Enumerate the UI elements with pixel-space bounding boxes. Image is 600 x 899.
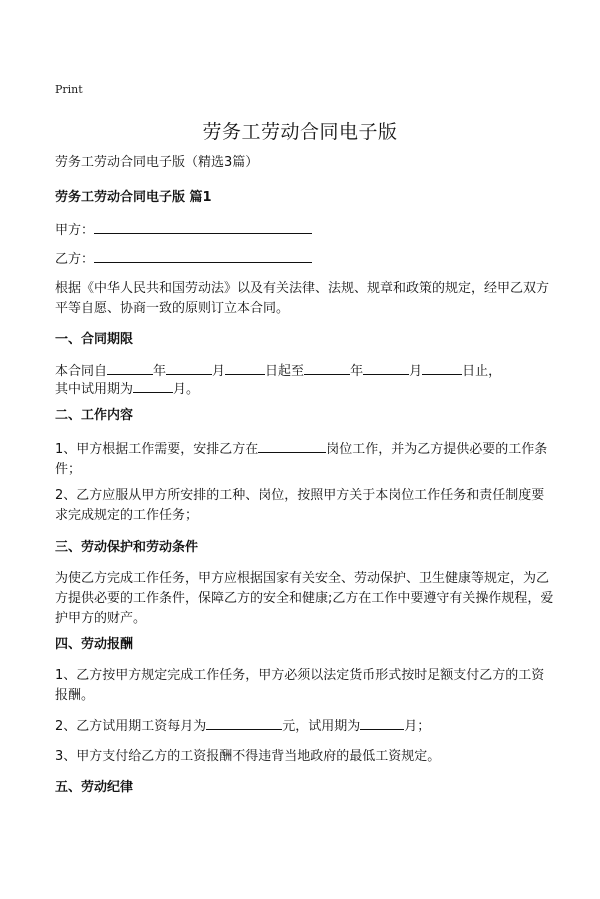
party-a-blank xyxy=(94,219,312,234)
heading-contract-term: 一、合同期限 xyxy=(55,332,134,347)
probation-blank xyxy=(360,715,404,730)
term-text: 日起至 xyxy=(265,364,305,379)
heading-work-content: 二、工作内容 xyxy=(55,408,134,423)
section-title: 劳务工劳动合同电子版 篇1 xyxy=(55,190,212,205)
party-b-label: 乙方： xyxy=(55,252,95,267)
term-blank xyxy=(133,378,173,393)
subtitle: 劳务工劳动合同电子版（精选3篇） xyxy=(55,155,259,170)
heading-remuneration: 四、劳动报酬 xyxy=(55,637,134,652)
pay-item-1: 1、乙方按甲方规定完成工作任务，甲方必须以法定货币形式按时足额支付乙方的工资报酬。 xyxy=(55,668,545,703)
heading-labor-discipline: 五、劳动纪律 xyxy=(55,780,134,795)
term-blank xyxy=(107,360,153,375)
term-text: 日止， xyxy=(462,364,502,379)
party-a-label: 甲方： xyxy=(55,223,95,238)
page-title: 劳务工劳动合同电子版 xyxy=(202,121,398,143)
salary-blank xyxy=(206,715,282,730)
term-blank xyxy=(304,360,350,375)
intro-paragraph: 根据《中华人民共和国劳动法》以及有关法律、法规、规章和政策的规定，经甲乙双方平等自愿、协商一致的原则订立本合同。 xyxy=(55,281,550,316)
term-line-2 xyxy=(55,378,550,400)
term-text: 月 xyxy=(212,364,226,379)
pay-text: 月； xyxy=(404,719,431,734)
term-text: 其中试用期为 xyxy=(55,382,134,397)
term-text: 年 xyxy=(350,364,364,379)
party-a-line xyxy=(55,219,550,241)
work-position-blank xyxy=(258,438,326,453)
term-text: 月 xyxy=(409,364,423,379)
term-blank xyxy=(422,360,462,375)
term-blank xyxy=(363,360,409,375)
term-text: 本合同自 xyxy=(55,364,108,379)
work-item-2: 2、乙方应服从甲方所安排的工种、岗位，按照甲方关于本岗位工作任务和责任制度要求完成规定的工作任务； xyxy=(55,488,545,523)
work-text: 岗位工作，并为乙方提供必要的工作条件； xyxy=(55,442,548,477)
heading-labor-protection: 三、劳动保护和劳动条件 xyxy=(55,540,199,555)
print-link[interactable]: Print xyxy=(55,83,83,96)
term-blank xyxy=(225,360,265,375)
term-text: 年 xyxy=(153,364,167,379)
pay-text: 元，试用期为 xyxy=(282,719,361,734)
party-b-line xyxy=(55,248,550,270)
term-text: 月。 xyxy=(173,382,200,397)
pay-item-2 xyxy=(55,715,550,737)
protection-paragraph: 为使乙方完成工作任务，甲方应根据国家有关安全、劳动保护、卫生健康等规定，为乙方提供必要的工作条件，保障乙方的安全和健康;乙方在工作中要遵守有关操作规程，爱护甲方的财产。 xyxy=(55,571,554,626)
pay-item-3: 3、甲方支付给乙方的工资报酬不得违背当地政府的最低工资规定。 xyxy=(55,749,441,764)
work-text: 1、甲方根据工作需要，安排乙方在 xyxy=(55,442,259,457)
party-b-blank xyxy=(94,248,312,263)
pay-text: 2、乙方试用期工资每月为 xyxy=(55,719,207,734)
work-item-1 xyxy=(55,438,555,480)
term-blank xyxy=(166,360,212,375)
